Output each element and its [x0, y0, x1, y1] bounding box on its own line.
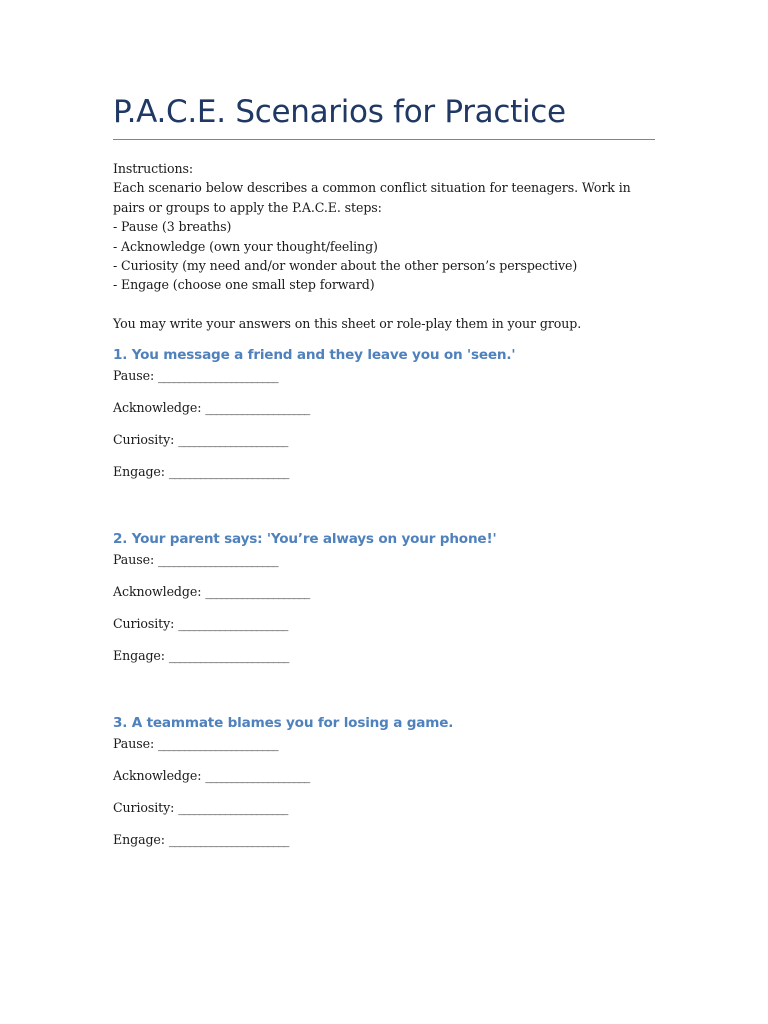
curiosity-field[interactable] [113, 430, 658, 462]
instructions-step-acknowledge: - Acknowledge (own your thought/feeling) [113, 238, 378, 254]
engage-field[interactable] [113, 830, 658, 862]
instructions-intro: Each scenario below describes a common conflict situation for teenagers. Work in pairs or groups to apply the P.A.C.E. steps: [113, 180, 631, 215]
engage-field[interactable] [113, 646, 658, 678]
field-label: Pause: [113, 368, 155, 383]
pause-field[interactable] [113, 550, 658, 582]
field-label: Acknowledge: [113, 400, 202, 415]
field-label: Curiosity: [113, 616, 175, 631]
answer-blank[interactable]: _____________________ [178, 800, 288, 815]
field-label: Engage: [113, 648, 165, 663]
field-label: Curiosity: [113, 800, 175, 815]
title-underline [113, 139, 655, 140]
instructions-step-pause: - Pause (3 breaths) [113, 219, 232, 235]
answer-blank[interactable]: _______________________ [168, 648, 289, 663]
instructions-block [113, 159, 658, 334]
field-label: Curiosity: [113, 432, 175, 447]
scenario-2 [113, 528, 658, 678]
answer-blank[interactable]: _____________________ [178, 616, 288, 631]
engage-field[interactable] [113, 462, 658, 494]
scenario-1 [113, 344, 658, 494]
answer-blank[interactable]: _______________________ [158, 552, 278, 567]
answer-blank[interactable]: _______________________ [158, 736, 278, 751]
answer-blank[interactable]: ____________________ [205, 768, 310, 783]
answer-blank[interactable]: _______________________ [168, 832, 289, 847]
instructions-step-curiosity: - Curiosity (my need and/or wonder about the other person’s perspective) [113, 258, 578, 274]
curiosity-field[interactable] [113, 798, 658, 830]
instructions-step-engage: - Engage (choose one small step forward) [113, 277, 375, 293]
scenario-3 [113, 712, 658, 862]
acknowledge-field[interactable] [113, 766, 658, 798]
page-title: P.A.C.E. Scenarios for Practice [113, 94, 566, 130]
answer-blank[interactable]: ____________________ [205, 400, 310, 415]
acknowledge-field[interactable] [113, 398, 658, 430]
answer-blank[interactable]: _____________________ [178, 432, 288, 447]
answer-blank[interactable]: _______________________ [168, 464, 289, 479]
scenario-heading: 3. A teammate blames you for losing a game. [113, 715, 454, 731]
instructions-label: Instructions: [113, 161, 193, 176]
field-label: Engage: [113, 464, 165, 479]
field-label: Acknowledge: [113, 584, 202, 599]
acknowledge-field[interactable] [113, 582, 658, 614]
scenario-heading: 1. You message a friend and they leave you on 'seen.' [113, 347, 516, 363]
pause-field[interactable] [113, 734, 658, 766]
field-label: Pause: [113, 736, 155, 751]
field-label: Acknowledge: [113, 768, 202, 783]
field-label: Pause: [113, 552, 155, 567]
scenario-heading: 2. Your parent says: 'You’re always on your phone!' [113, 531, 497, 547]
curiosity-field[interactable] [113, 614, 658, 646]
pause-field[interactable] [113, 366, 658, 398]
answer-blank[interactable]: _______________________ [158, 368, 278, 383]
instructions-note: You may write your answers on this sheet or role-play them in your group. [113, 316, 582, 332]
field-label: Engage: [113, 832, 165, 847]
answer-blank[interactable]: ____________________ [205, 584, 310, 599]
